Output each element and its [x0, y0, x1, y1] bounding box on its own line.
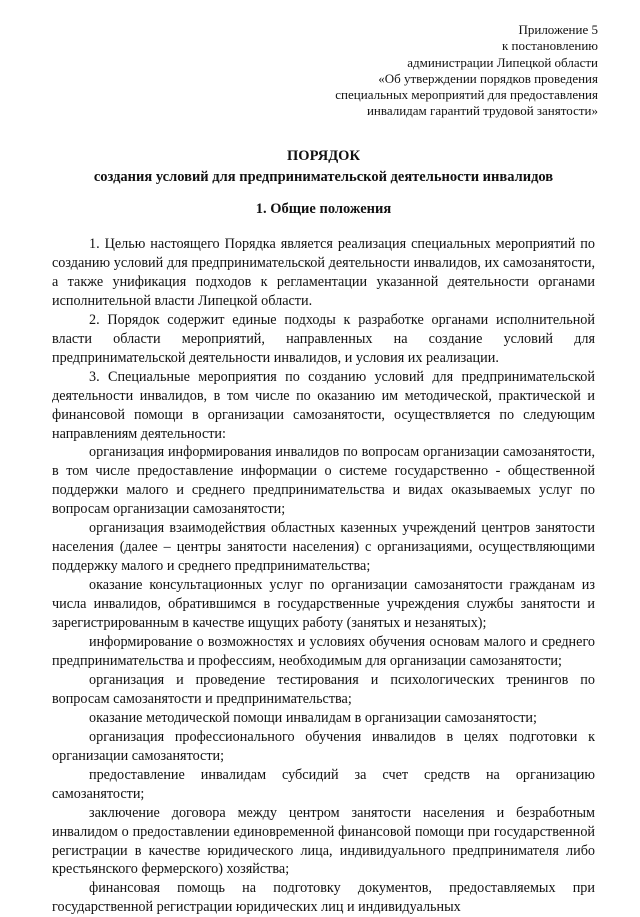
paragraph: 1. Целью настоящего Порядка является реализация специальных мероприятий по созданию условий для предпринимательской деятельности инвалидов, их самозанятости, а также унификация подходов к регламентации указанной деятельности органами исполнительной власти Липецкой области.: [52, 236, 595, 309]
paragraph: 2. Порядок содержит единые подходы к разработке органами исполнительной власти области мероприятий, направленных на создание условий для предпринимательской деятельности инвалидов, и условия их реализации.: [52, 311, 595, 366]
list-item: заключение договора между центром занятости населения и безработным инвалидом о предоставлении единовременной финансовой помощи при государственной регистрации в качестве юридического лица, индивидуального предпринимателя либо крестьянского фермерского) хозяйства;: [52, 804, 595, 878]
document-title: [52, 146, 595, 188]
list-item: организация профессионального обучения инвалидов в целях подготовки к организации самозанятости;: [52, 728, 595, 764]
appendix-line: администрации Липецкой области: [407, 54, 598, 70]
list-item: финансовая помощь на подготовку документов, предоставляемых при государственной регистрации юридических лиц и индивидуальных: [52, 880, 595, 916]
list-item: оказание консультационных услуг по организации самозанятости гражданам из числа инвалидов, обратившимся в государственные учреждения службы занятости и зарегистрированным в качестве ищущих работу (занятых и незанятых);: [52, 577, 595, 632]
appendix-note: [278, 22, 598, 120]
appendix-line: «Об утверждении порядков проведения: [378, 70, 598, 86]
list-item: организация информирования инвалидов по вопросам организации самозанятости, в том числе предоставление информации о системе государственно - общественной поддержки малого и среднего предпринимательства и видах оказываемых услуг по вопросам организации самозанятости;: [52, 444, 595, 518]
document-body: [52, 235, 595, 917]
list-item: оказание методической помощи инвалидам в организации самозанятости;: [89, 709, 537, 726]
list-item: предоставление инвалидам субсидий за счет средств на организацию самозанятости;: [52, 766, 595, 802]
title-subheading: создания условий для предпринимательской деятельности инвалидов: [93, 169, 554, 185]
title-heading: ПОРЯДОК: [287, 148, 360, 164]
list-item: организация взаимодействия областных казенных учреждений центров занятости населения (далее – центры занятости населения) с организациями, осуществляющими поддержку малого и среднего предпринимательства;: [52, 520, 595, 575]
section-heading: 1. Общие положения: [255, 201, 392, 217]
list-item: информирование о возможностях и условиях обучения основам малого и среднего предпринимательства и профессиям, необходимым для организации самозанятости;: [52, 634, 595, 669]
list-item: организация и проведение тестирования и психологических тренингов по вопросам самозанятости и предпринимательства;: [52, 671, 595, 707]
appendix-line: специальных мероприятий для предоставления: [335, 87, 598, 103]
appendix-line: инвалидам гарантий трудовой занятости»: [366, 103, 598, 119]
paragraph: 3. Специальные мероприятия по созданию условий для предпринимательской деятельности инвалидов, в том числе по оказанию им методической, практической и финансовой помощи в организации самозанятости, осуществляется по следующим направлениям деятельности:: [52, 368, 595, 442]
appendix-line: Приложение 5: [518, 22, 598, 37]
appendix-line: к постановлению: [501, 38, 598, 54]
